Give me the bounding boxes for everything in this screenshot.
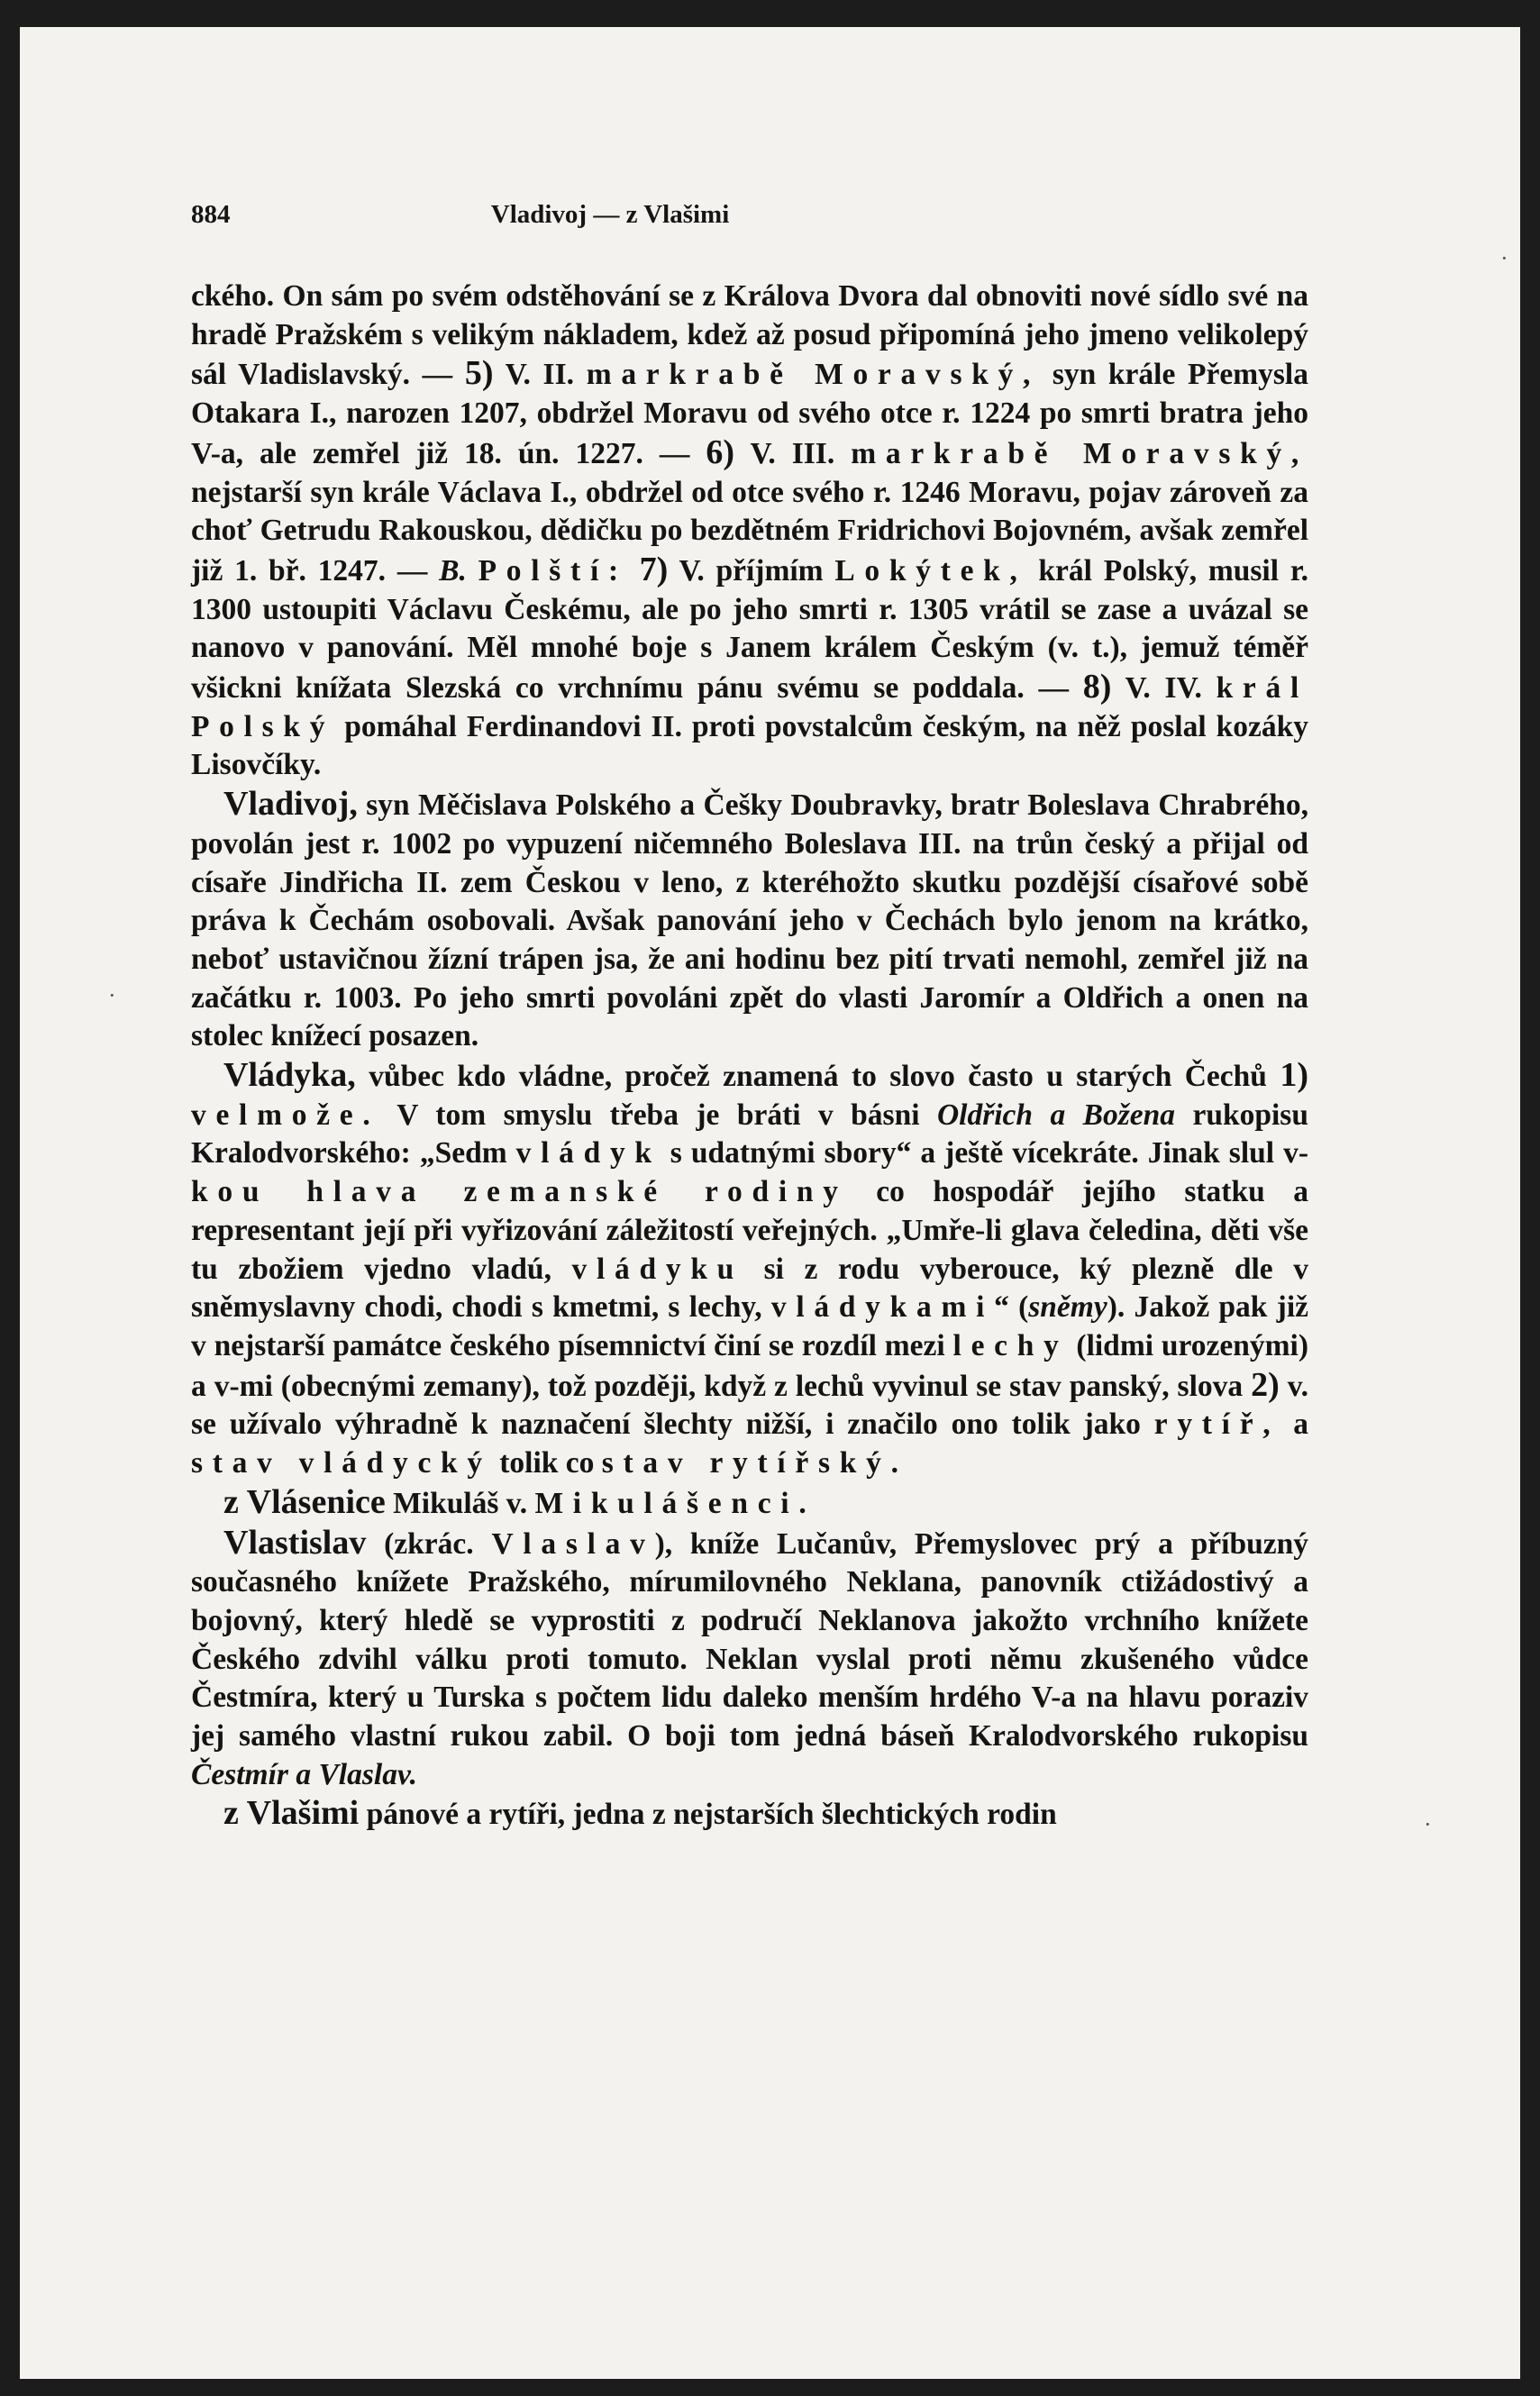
entry-vladivoj: Vladivoj, syn Měčislava Polského a Češky Doubravky, bratr Boleslava Chrabrého, povolán jest r. 1002 po vypuzení ničemného Boleslava III. na trůn český a přijal od císaře Jindřicha II. zem Českou v leno, z kteréhožto skutku pozdější císařové sobě práva k Čechám osobovali. Avšak panování jeho v Čechách bylo jenom na krátko, neboť ustavičnou žízní trápen jsa, že ani hodinu bez pití trvati nemohl, zemřel již na začátku r. 1003. Po jeho smrti povoláni zpět do vlasti Jaromír a Oldřich a onen na stolec knížecí posazen. xyxy=(191,785,1308,1053)
page-number: 884 xyxy=(191,200,231,229)
entry-z-vlasenice: z Vlásenice Mikuláš v. Mikulášenci. xyxy=(223,1482,816,1521)
headword: Vlastislav xyxy=(223,1523,367,1562)
paragraph-vladislav-continuation: ckého. On sám po svém odstěhování se z Králova Dvora dal obnoviti nové sídlo své na hradě Pražském s velikým nákladem, kdež až posud připomíná jeho jmeno velikolepý sál Vladislavský. — 5) V. II. markrabě Moravský, syn krále Přemysla Otakara I., narozen 1207, obdržel Moravu od svého otce r. 1224 po smrti bratra jeho V-a, ale zemřel již 18. ún. 1227. — 6) V. III. markrabě Moravský, nejstarší syn krále Václava I., obdržel od otce svého r. 1246 Moravu, pojav zároveň za choť Getrudu Rakouskou, dědičku po bezdětném Fridrichovi Bojovném, avšak zemřel již 1. bř. 1247. — B. Polští: 7) V. příjmím Lokýtek, král Polský, musil r. 1300 ustoupiti Václavu Českému, ale po jeho smrti r. 1305 vrátil se zase a uvázal se nanovo v panování. Měl mnohé boje s Janem králem Českým (v. t.), jemuž téměř všickni knížata Slezská co vrchnímu pánu svému se poddala. — 8) V. IV. král Polský pomáhal Ferdinandovi II. proti povstalcům českým, na něž poslal kozáky Lisovčíky. xyxy=(191,279,1309,782)
running-title: Vladivoj — z Vlašimi xyxy=(490,200,730,229)
scan-speck: · xyxy=(1424,1811,1432,1837)
entry-vladyka: Vládyka, vůbec kdo vládne, pročež znamená to slovo často u starých Čechů 1) velmože. V tom smyslu třeba je bráti v básni Oldřich a Božena rukopisu Kralodvorského: „Sedm vládyk s udatnými sbory“ a ještě vícekráte. Jinak slul v-kou hlava zemanské rodiny co hospodář jejího statku a representant její při vyřizování záležitostí veřejných. „Umře-li glava čeledina, děti vše tu zbožiem vjedno vladú, vládyku si z rodu vyberouce, ký plezně dle v sněmyslavny chodi, chodi s kmetmi, s lechy, vládykami“ (sněmy). Jakož pak již v nejstarší památce českého písemnictví činí se rozdíl mezi lechy (lidmi urozenými) a v-mi (obecnými zemany), tož později, když z lechů vyvinul se stav panský, slova 2) v. se užívalo výhradně k naznačení šlechty nižší, i značilo ono tolik jako rytíř, a stav vládycký tolik co stav rytířský. xyxy=(191,1056,1309,1480)
headword: Vladivoj, xyxy=(223,785,358,824)
entry-vlastislav: Vlastislav (zkrác. Vlaslav), kníže Lučanův, Přemyslovec prý a příbuzný současného knížete Pražského, mírumilovného Neklana, panovník ctižádostivý a bojovný, který hledě se vyprostiti z područí Neklanova jakožto vrchního knížete Českého zdvihl válku proti tomuto. Neklan vyslal proti němu zkušeného vůdce Čestmíra, který u Turska s počtem lidu daleko menším hrdého V-a na hlavu poraziv jej samého vlastní rukou zabil. O boji tom jedná báseň Kralodvorského rukopisu Čestmír a Vlaslav. xyxy=(191,1523,1308,1791)
scan-speck: · xyxy=(1500,245,1508,271)
headword: z Vlašimi xyxy=(223,1794,360,1833)
scan-speck: · xyxy=(108,982,116,1008)
page-header xyxy=(191,200,930,240)
article-text xyxy=(191,278,1308,1835)
headword: z Vlásenice xyxy=(223,1482,386,1521)
headword: Vládyka, xyxy=(223,1056,356,1095)
entry-z-vlasimi: z Vlašimi pánové a rytíři, jedna z nejstarších šlechtických rodin xyxy=(223,1794,1057,1833)
